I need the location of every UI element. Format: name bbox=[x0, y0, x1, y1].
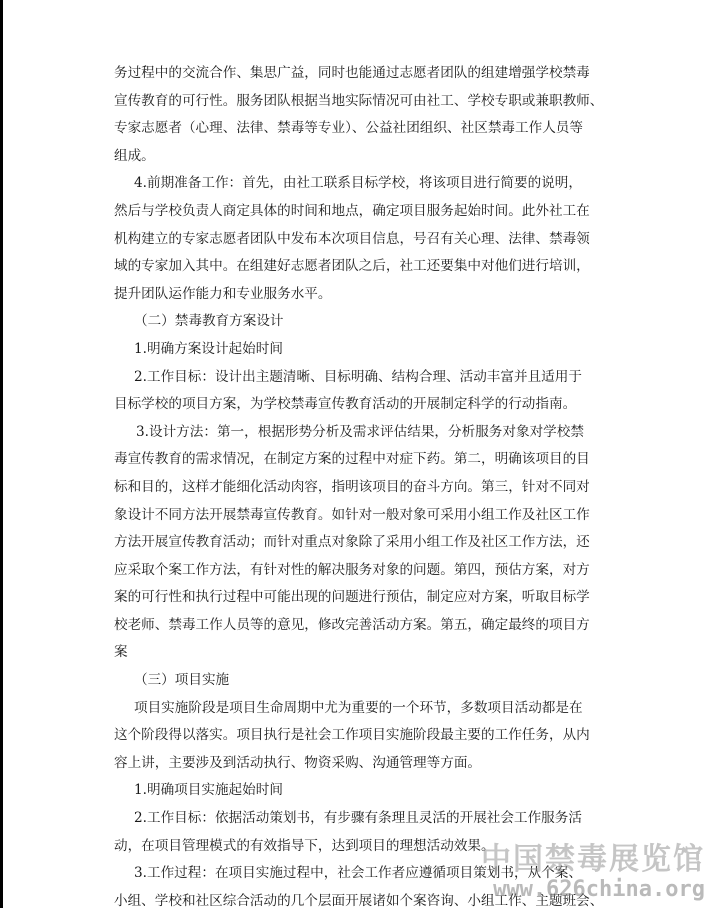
body-line: 毒宣传教育的需求情况，在制定方案的过程中对症下药。第二，明确该项目的目 bbox=[114, 451, 590, 468]
body-line: 象设计不同方法开展禁毒宣传教育。如针对一般对象可采用小组工作及社区工作 bbox=[114, 506, 590, 523]
body-line: 1.明确方案设计起始时间 bbox=[134, 340, 283, 357]
body-line: 宣传教育的可行性。服务团队根据当地实际情况可由社工、学校专职或兼职教师、 bbox=[114, 92, 604, 109]
body-line: 1.明确项目实施起始时间 bbox=[134, 782, 283, 799]
body-line: 项目实施阶段是项目生命周期中尤为重要的一个环节，多数项目活动都是在 bbox=[134, 699, 583, 716]
body-line: 容上讲，主要涉及到活动执行、物资采购、沟通管理等方面。 bbox=[114, 754, 482, 771]
body-line: 案的可行性和执行过程中可能出现的问题进行预估，制定应对方案，听取目标学 bbox=[114, 589, 590, 606]
body-line: 4.前期准备工作：首先，由社工联系目标学校，将该项目进行简要的说明， bbox=[134, 175, 582, 192]
body-line: 组成。 bbox=[114, 147, 155, 164]
section-heading: （三）项目实施 bbox=[134, 672, 230, 689]
body-line: 案 bbox=[114, 644, 128, 661]
body-line: 提升团队运作能力和专业服务水平。 bbox=[114, 285, 332, 302]
body-line: 小组、学校和社区综合活动的几个层面开展诸如个案咨询、小组工作、主题班会、 bbox=[114, 892, 604, 909]
body-line: 标和目的，这样才能细化活动肉容，指明该项目的奋斗方向。第三，针对不同对 bbox=[114, 478, 590, 495]
document-body bbox=[114, 60, 609, 915]
body-line: 2.工作目标：设计出主题清晰、目标明确、结构合理、活动丰富并且适用于 bbox=[134, 368, 582, 385]
body-line: 目标学校的项目方案，为学校禁毒宣传教育活动的开展制定科学的行动指南。 bbox=[114, 396, 577, 413]
body-line: 应采取个案工作方法，有针对性的解决服务对象的问题。第四，预估方案，对方 bbox=[114, 561, 590, 578]
body-line: 专家志愿者（心理、法律、禁毒等专业）、公益社团组织、社区禁毒工作人员等 bbox=[114, 120, 583, 137]
body-line: 这个阶段得以落实。项目执行是社会工作项目实施阶段最主要的工作任务，从内 bbox=[114, 727, 590, 744]
body-line: 然后与学校负责人商定具体的时间和地点，确定项目服务起始时间。此外社工在 bbox=[114, 202, 590, 219]
section-heading: （二）禁毒教育方案设计 bbox=[134, 313, 284, 330]
body-line: 域的专家加入其中。在组建好志愿者团队之后，社工还要集中对他们进行培训， bbox=[114, 258, 590, 275]
site-watermark bbox=[405, 842, 705, 902]
body-line: 3.工作过程：在项目实施过程中，社会工作者应遵循项目策划书，从个案、 bbox=[134, 865, 582, 882]
body-line: 2.工作目标：依据活动策划书，有步骤有条理且灵活的开展社会工作服务活 bbox=[134, 810, 582, 827]
body-line: 3.设计方法：第一，根据形势分析及需求评估结果，分析服务对象对学校禁 bbox=[136, 423, 584, 440]
body-line: 方法开展宣传教育活动；而针对重点对象除了采用小组工作及社区工作方法，还 bbox=[114, 534, 590, 551]
watermark-title: 中国禁毒展览馆 bbox=[481, 842, 705, 877]
body-line: 务过程中的交流合作、集思广益，同时也能通过志愿者团队的组建增强学校禁毒 bbox=[114, 65, 590, 81]
body-line: 校老师、禁毒工作人员等的意见，修改完善活动方案。第五，确定最终的项目方 bbox=[114, 616, 590, 633]
body-line: 机构建立的专家志愿者团队中发布本次项目信息，号召有关心理、法律、禁毒领 bbox=[114, 230, 590, 247]
page-left-border bbox=[0, 0, 3, 908]
body-line: 动，在项目管理模式的有效指导下，达到项目的理想活动效果。 bbox=[114, 837, 495, 854]
watermark-url: www.626china.org bbox=[493, 877, 705, 902]
